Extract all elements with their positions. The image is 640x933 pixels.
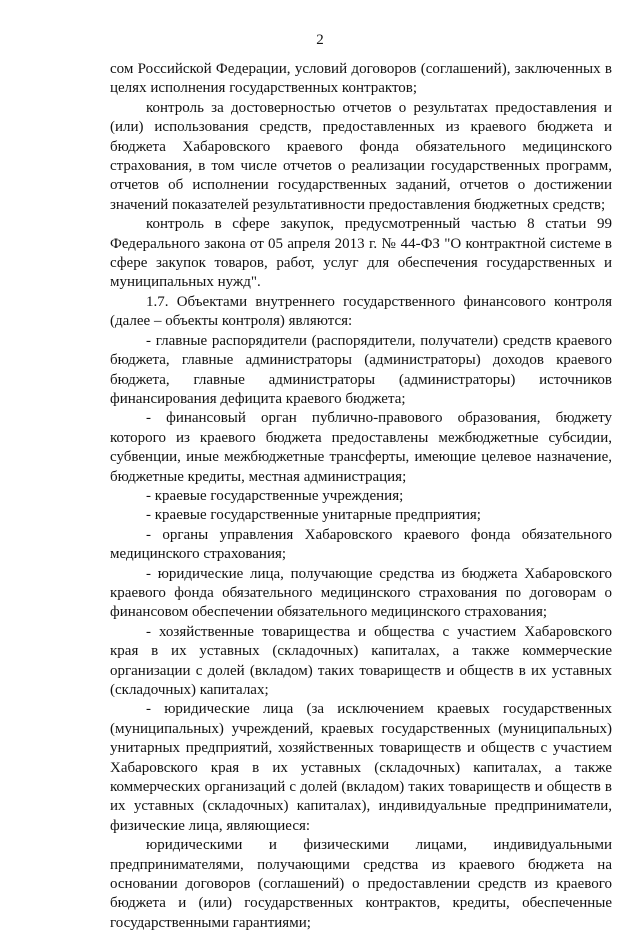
paragraph: сом Российской Федерации, условий договоров (соглашений), заключенных в целях исполнения государственных контрактов;: [110, 61, 612, 97]
list-item: - хозяйственные товарищества и общества с участием Хабаровского края в их уставных (складочных) капиталах, а также коммерческие организации с долей (вкладом) таких товариществ и обществ в их уставных (складочных) капиталах;: [110, 623, 612, 698]
paragraph: 1.7. Объектами внутреннего государственного финансового контроля (далее – объекты контроля) являются:: [110, 293, 612, 330]
list-item: - финансовый орган публично-правового образования, бюджету которого из краевого бюджета предоставлены межбюджетные субсидии, субвенции, иные межбюджетные трансферты, имеющие целевое назначение, бюджетные кредиты, местная администрация;: [110, 410, 612, 485]
paragraph: контроль за достоверностью отчетов о результатах предоставления и (или) использования средств, предоставленных из краевого бюджета и бюджета Хабаровского краевого фонда обязательного медицинского страхования, в том числе отчетов о реализации государственных программ, отчетов об исполнении государственных заданий, отчетов о достижении значений показателей результативности предоставления бюджетных средств;: [110, 99, 612, 213]
list-item: - краевые государственные унитарные предприятия;: [146, 507, 481, 524]
paragraph: юридическими и физическими лицами, индивидуальными предпринимателями, получающими средства из краевого бюджета на основании договоров (соглашений) о предоставлении средств из краевого бюджета и (или) государственных контрактов, кредиты, обеспеченные государственными гарантиями;: [110, 837, 612, 931]
list-item: - краевые государственные учреждения;: [146, 487, 404, 504]
page-number: 2: [316, 32, 324, 48]
list-item: - юридические лица (за исключением краевых государственных (муниципальных) учреждений, краевых государственных (муниципальных) унитарных предприятий, хозяйственных товариществ и обществ с участием Хабаровского края в их уставных (складочных) капиталах, а также коммерческих организаций с долей (вкладом) таких товариществ и обществ в их уставных (складочных) капиталах), индивидуальные предприниматели, физические лица, являющиеся:: [110, 701, 612, 834]
list-item: - органы управления Хабаровского краевого фонда обязательного медицинского страхования;: [110, 526, 612, 563]
list-item: - главные распорядители (распорядители, получатели) средств краевого бюджета, главные администраторы (администраторы) доходов краевого бюджета, главные администраторы (администраторы) источников финансирования дефицита краевого бюджета;: [110, 332, 612, 407]
list-item: - юридические лица, получающие средства из бюджета Хабаровского краевого фонда обязательного медицинского страхования по договорам о финансовом обеспечении обязательного медицинского страхования;: [110, 565, 612, 621]
paragraph: контроль в сфере закупок, предусмотренный частью 8 статьи 99 Федерального закона от 05 апреля 2013 г. № 44-ФЗ "О контрактной системе в сфере закупок товаров, работ, услуг для обеспечения государственных и муниципальных нужд".: [110, 216, 612, 291]
document-body: [110, 60, 612, 933]
